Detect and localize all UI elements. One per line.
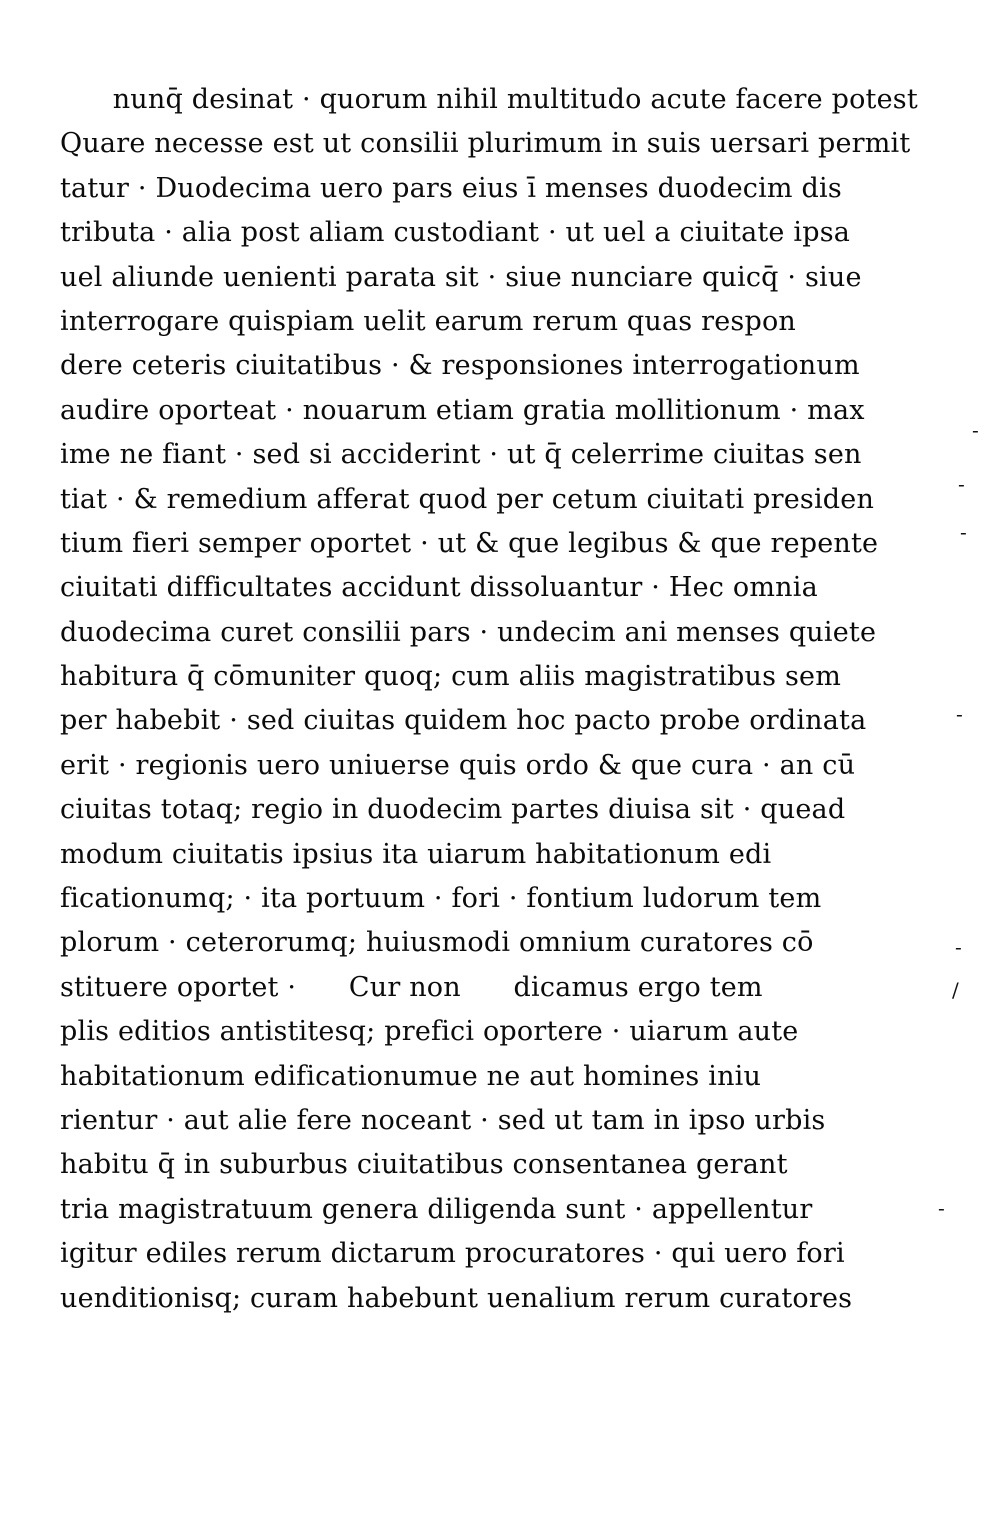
- manuscript-line: Quare necesse est ut consilii plurimum in suis uersari permit: [60, 128, 911, 160]
- manuscript-line: habitationum edificationumue ne aut homines iniu: [60, 1060, 762, 1092]
- manuscript-line: rientur · aut alie fere noceant · sed ut tam in ipso urbis: [60, 1104, 826, 1136]
- manuscript-text: [60, 78, 965, 1321]
- manuscript-line: tatur · Duodecima uero pars eius ī menses duodecim dis: [60, 172, 842, 204]
- margin-mark: -: [938, 1196, 945, 1220]
- manuscript-line: tium fieri semper oportet · ut & que legibus & que repente: [60, 527, 879, 559]
- manuscript-line: erit · regionis uero uniuerse quis ordo & que cura · an cū: [60, 749, 856, 781]
- manuscript-line: duodecima curet consilii pars · undecim ani menses quiete: [60, 616, 877, 648]
- manuscript-line: tiat · & remedium afferat quod per cetum ciuitati presiden: [60, 483, 875, 515]
- manuscript-line: modum ciuitatis ipsius ita uiarum habitationum edi: [60, 838, 772, 870]
- manuscript-line: habitura q̄ cōmuniter quoq; cum aliis magistratibus sem: [60, 661, 841, 693]
- manuscript-line: tributa · alia post aliam custodiant · ut uel a ciuitate ipsa: [60, 217, 851, 249]
- manuscript-line: uel aliunde uenienti parata sit · siue nunciare quicq̄ · siue: [60, 261, 862, 293]
- manuscript-line: audire oporteat · nouarum etiam gratia mollitionum · max: [60, 394, 865, 426]
- manuscript-line: plorum · ceterorumq; huiusmodi omnium curatores cō: [60, 927, 814, 959]
- manuscript-line: ciuitati difficultates accidunt dissoluantur · Hec omnia: [60, 572, 818, 604]
- margin-mark: -: [956, 702, 963, 726]
- margin-mark: -: [955, 935, 962, 959]
- manuscript-line: ficationumq; · ita portuum · fori · fontium ludorum tem: [60, 883, 822, 915]
- manuscript-line: tria magistratuum genera diligenda sunt · appellentur: [60, 1193, 813, 1225]
- manuscript-line: uenditionisq; curam habebunt uenalium rerum curatores: [60, 1282, 853, 1314]
- manuscript-line: plis editios antistitesq; prefici oportere · uiarum aute: [60, 1016, 799, 1048]
- margin-mark: -: [958, 472, 965, 496]
- margin-mark: /: [952, 978, 959, 1002]
- manuscript-line: per habebit · sed ciuitas quidem hoc pacto probe ordinata: [60, 705, 867, 737]
- manuscript-line: igitur ediles rerum dictarum procuratores · qui uero fori: [60, 1238, 845, 1270]
- manuscript-line: habitu q̄ in suburbus ciuitatibus consentanea gerant: [60, 1149, 788, 1181]
- manuscript-line: dere ceteris ciuitatibus · & responsiones interrogationum: [60, 350, 860, 382]
- manuscript-line: ime ne fiant · sed si acciderint · ut q̄ celerrime ciuitas sen: [60, 439, 862, 471]
- manuscript-line: ciuitas totaq; regio in duodecim partes diuisa sit · quead: [60, 794, 846, 826]
- margin-mark: -: [972, 418, 979, 442]
- manuscript-line: nunq̄ desinat · quorum nihil multitudo acute facere potest: [60, 84, 918, 115]
- manuscript-line: stituere oportet · Cur non dicamus ergo tem: [60, 971, 763, 1003]
- manuscript-line: interrogare quispiam uelit earum rerum quas respon: [60, 305, 797, 337]
- margin-mark: -: [960, 520, 967, 544]
